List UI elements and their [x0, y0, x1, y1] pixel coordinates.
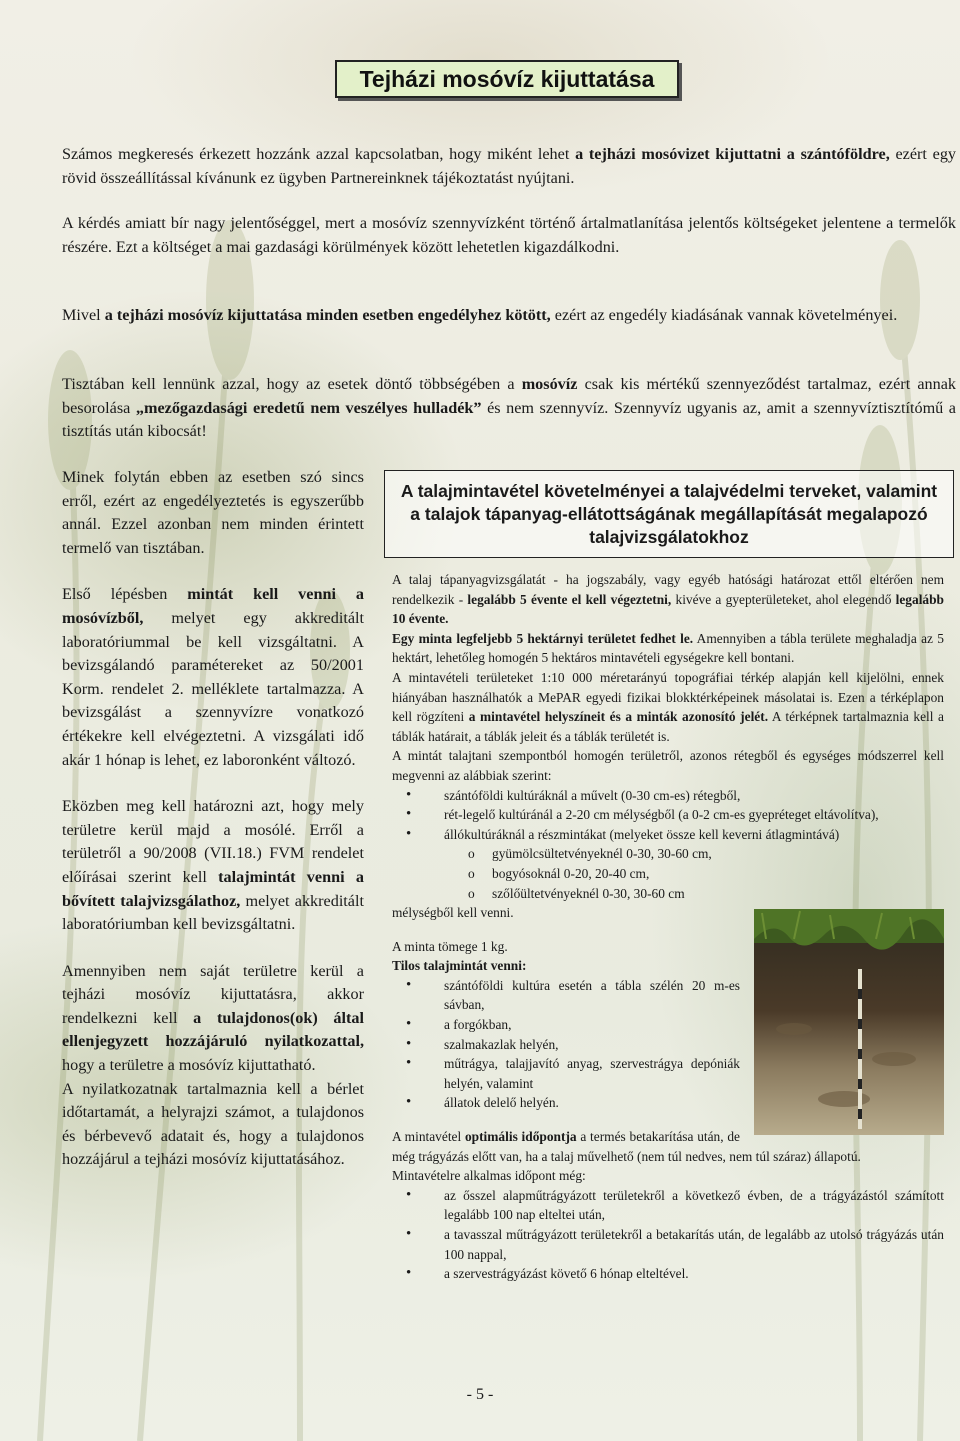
bold-text: a tejházi mosóvizet kijuttatni a szántóföldre, [575, 145, 890, 163]
text-run: bogyósoknál 0-20, 20-40 cm, [492, 865, 650, 881]
bullet-item [392, 805, 944, 825]
intro-paragraph [62, 304, 956, 328]
bullet-item [392, 1225, 944, 1264]
text-run: műtrágya, talajjavító anyag, szervestrágya depóniák helyén, valamint [444, 1056, 740, 1091]
text-run: kivéve a gyepterületeket, ahol elegendő [671, 591, 896, 607]
text-run: gyümölcsültetvényeknél 0-30, 30-60 cm, [492, 846, 712, 862]
text-run: Első lépésben [62, 585, 188, 604]
text-run: hogy a területre a mosóvíz kijuttatható. [62, 1056, 316, 1075]
text-run: a termés betakarítása után, de még trágyázás előtt van, ha a talaj művelhető (nem túl nedves, nem túl száraz) állapotú. [392, 1129, 861, 1164]
left-paragraph [62, 583, 364, 772]
text-run: Amennyiben nem saját területre kerül a tejházi mosóvíz kijuttatásra, akkor rendelkezni kell [62, 961, 364, 1027]
bullet-item [392, 1093, 944, 1113]
requirement-paragraph [392, 570, 944, 629]
bullet-item [392, 1054, 944, 1093]
text-run: A minta tömege 1 kg. [392, 938, 508, 954]
requirement-paragraph [392, 668, 944, 746]
bullet-list [392, 976, 944, 1113]
text-run: Minek folytán ebben az esetben szó sincs erről, ezért az engedélyeztetés is egyszerűbb annál. Ezzel azonban nem minden érintett termelő van tisztában. [62, 468, 364, 557]
bold-text: mosóvíz [521, 375, 578, 393]
text-run: rét-legelő kultúránál a 2-20 cm mélységből (a 0-2 cm-es gyepréteget eltávolítva), [444, 807, 879, 823]
text-run: Mivel [62, 306, 105, 324]
bold-text: optimális időpontja [464, 1129, 577, 1145]
bullet-item [392, 976, 944, 1015]
sub-bullet-item [392, 844, 944, 864]
bullet-item [392, 786, 944, 806]
bold-text: legalább 5 évente el kell végeztetni, [467, 591, 672, 607]
text-run: állatok delelő helyén. [444, 1095, 559, 1111]
bold-text: legalább 10 évente. [392, 591, 945, 627]
left-paragraph [62, 960, 364, 1078]
text-run: A talaj tápanyagvizsgálatát - ha jogszabály, vagy egyéb hatósági határozat ettől eltérően nem rendelkezik - [392, 572, 944, 607]
bold-text: „mezőgazdasági eredetű nem veszélyes hulladék” [135, 398, 482, 417]
intro-paragraph [62, 143, 956, 190]
text-run: Számos megkeresés érkezett hozzánk azzal kapcsolatban, hogy miként lehet [62, 145, 576, 163]
intro-paragraph [62, 373, 956, 444]
bold-text: Tilos talajmintát venni: [392, 958, 527, 974]
text-run: csak kis mértékű szennyeződést tartalmaz, ezért annak besorolása [62, 375, 956, 417]
bullet-item [392, 1015, 944, 1035]
text-run: A térképnek tartalmaznia kell a táblák határait, a táblák jeleit és a táblák területét is. [392, 709, 944, 744]
left-paragraph [62, 1078, 364, 1172]
text-run: A mintavételi területeket 1:10 000 méretarányú topográfiai térkép alapján kell kijelölni, ennek hiányában használhatók a MePAR egyedi fizikai blokktérképeinek másolatai is. Ezen a térképlapon kell rögzíteni [392, 669, 944, 725]
text-run: Mintavételre alkalmas időpont még: [392, 1168, 586, 1184]
bullet-item [392, 1186, 944, 1225]
page-title: Tejházi mosóvíz kijuttatása [335, 60, 679, 98]
text-run: ezért egy rövid összeállítással kívánunk ez ügyben Partnereinknek tájékoztatást nyújtani. [62, 145, 957, 187]
left-paragraph [62, 795, 364, 937]
bullet-item [392, 1035, 944, 1055]
text-run: ezért az engedély kiadásának vannak követelményei. [550, 306, 898, 324]
text-run: szántóföldi kultúráknál a művelt (0-30 cm-es) rétegből, [444, 787, 741, 803]
bullet-list [392, 786, 944, 904]
text-run: szalmakazlak helyén, [444, 1036, 559, 1052]
bold-text: a tulajdonos(ok) által ellenjegyzett hozzájáruló nyilatkozattal, [62, 1008, 364, 1051]
text-run: szőlőültetvényeknél 0-30, 30-60 cm [492, 885, 685, 901]
text-run: az ősszel alapműtrágyázott területekről a következő évben, de a trágyázástól számított legalább 100 nap elteltei után, [444, 1187, 944, 1223]
text-run: melyet akkreditált laboratóriumban kell bevizsgáltatni. [62, 891, 364, 934]
text-run: mélységből kell venni. [392, 905, 514, 921]
text-run: Tisztában kell lennünk azzal, hogy az esetek döntő többségében a [62, 375, 522, 393]
sub-bullet-item [392, 864, 944, 884]
text-run: A nyilatkozatnak tartalmaznia kell a bérlet időtartamát, a helyrajzi számot, a tulajdonos és bérbevevő adatait és, hogy a tulajdonos hozzájárul a tejházi mosóvíz kijuttatásához. [62, 1079, 364, 1169]
requirement-paragraph [392, 1166, 944, 1186]
text-run: A mintavétel [392, 1129, 465, 1145]
requirement-paragraph [392, 629, 944, 668]
sub-bullet-item [392, 884, 944, 904]
requirement-paragraph [392, 746, 944, 785]
intro-paragraph [62, 212, 956, 259]
soil-sampling-heading-box: A talajmintavétel követelményei a talajvédelmi terveket, valamint a talajok tápanyag-ellátottságának megállapítását megalapozó talajvizsgálatokhoz [384, 470, 954, 558]
text-run: A mintát talajtani szempontból homogén területről, azonos rétegből és egységes módszerrel kell megvenni az alábbiak szerint: [392, 748, 944, 783]
bullet-list [392, 1186, 944, 1284]
text-run: Amennyiben a tábla területe meghaladja az 5 hektárt, lehetőleg homogén 5 hektáros mintavételi egységekre kell bontani. [392, 630, 944, 666]
text-run: állókultúráknál a részmintákat (melyeket össze kell keverni átlagmintává) [444, 826, 840, 842]
text-run: A kérdés amiatt bír nagy jelentőséggel, mert a mosóvíz szennyvízként történő ártalmatlanítása jelentős költségeket jelentene a termelők részére. Ezt a költséget a mai gazdasági körülmények között lehetetlen kigazdálkodni. [62, 214, 956, 256]
text-run: szántóföldi kultúra esetén a tábla szélén 20 m-es sávban, [444, 977, 740, 1013]
soil-sampling-requirements [392, 570, 944, 1284]
bullet-item [392, 825, 944, 845]
text-run: és nem szennyvíz. Szennyvíz ugyanis az, amit a szennyvíztisztítómű a tisztítás után kibocsát! [62, 398, 956, 440]
bullet-item [392, 1264, 944, 1284]
bold-text: a tejházi mosóvíz kijuttatása minden esetben engedélyhez kötött, [104, 306, 551, 324]
page-number: - 5 - [466, 1386, 494, 1403]
bold-text: Egy minta legfeljebb 5 hektárnyi területet fedhet le. [392, 630, 694, 646]
bold-text: a mintavétel helyszíneit és a minták azonosító jelét. [468, 709, 769, 725]
text-run: Eközben meg kell határozni azt, hogy mely területre kerül majd a mosólé. Erről a területről a 90/2008 (VII.18.) FVM rendelet előírásai szerint kell [62, 797, 364, 886]
left-column [62, 466, 364, 1195]
left-paragraph [62, 466, 364, 560]
text-run: a szervestrágyázást követő 6 hónap elteltével. [444, 1266, 689, 1282]
bold-text: talajmintát venni a bővített talajvizsgálathoz, [62, 867, 364, 910]
text-run: a forgókban, [444, 1017, 512, 1033]
text-run: melyet egy akkreditált laboratóriummal be kell vizsgáltatni. A bevizsgálandó paramétereket az 50/2001 Korm. rendelet 2. melléklete tartalmazza. A bevizsgálást a szennyvízre vonatkozó értékekre kell elvégeztetni. A vizsgálati idő akár 1 hónap is lehet, ez laboronként változó. [62, 608, 364, 769]
bold-text: mintát kell venni a mosóvízből, [62, 585, 364, 627]
text-run: a tavasszal műtrágyázott területekről a betakarítás után, de legalább az utolsó trágyázás után 100 nappal, [444, 1227, 944, 1262]
